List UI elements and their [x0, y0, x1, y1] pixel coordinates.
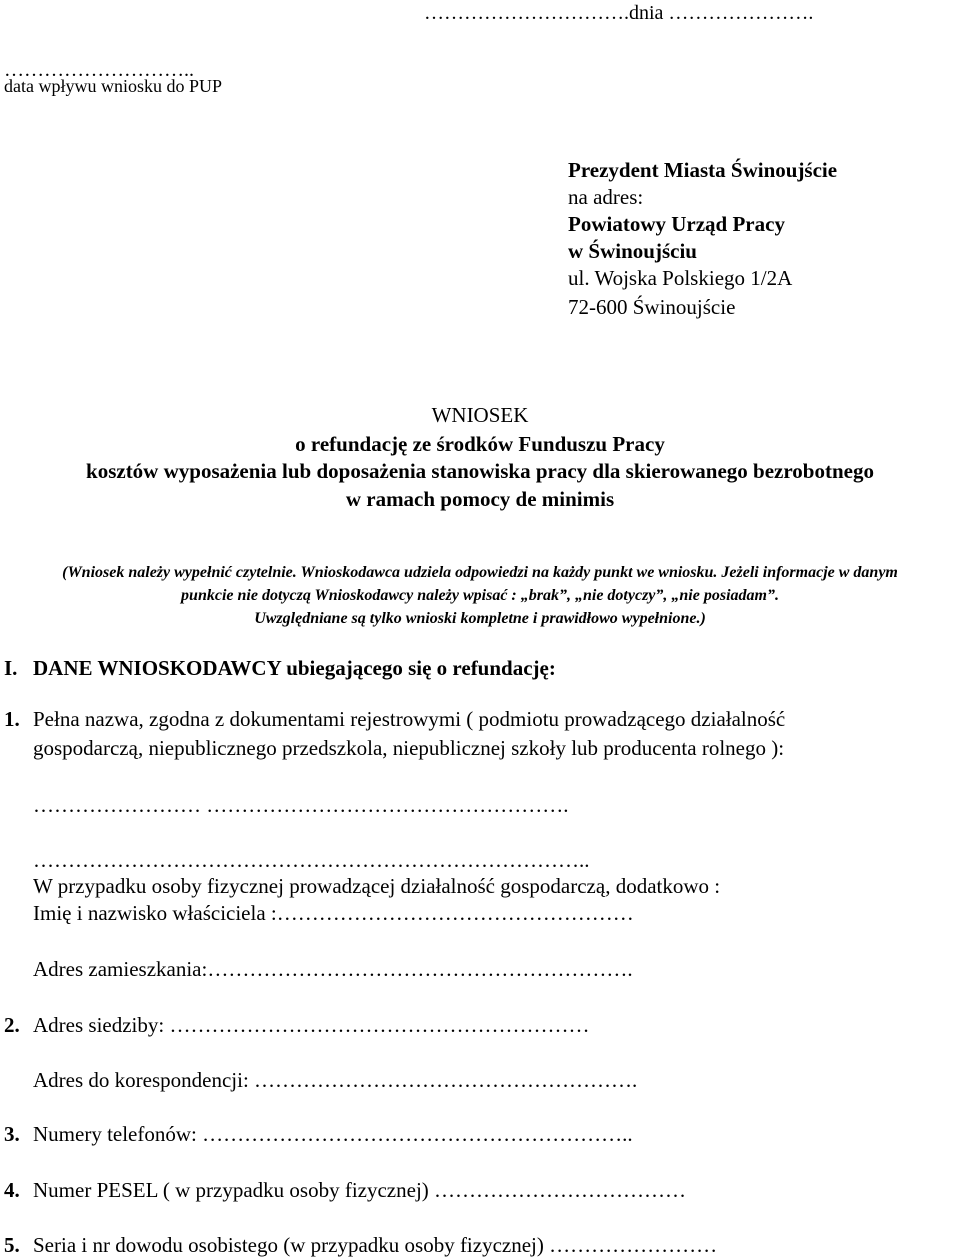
- title-line-2: o refundację ze środków Funduszu Pracy: [295, 432, 665, 456]
- addressee-line-1: Prezydent Miasta Świnoujście: [568, 158, 838, 182]
- item-3-number: 3.: [4, 1122, 20, 1146]
- seat-address-field[interactable]: Adres siedziby: ……………………………………………………: [33, 1013, 590, 1037]
- addressee-line-4: w Świnoujściu: [568, 239, 697, 263]
- addressee-line-2: na adres:: [568, 185, 644, 209]
- notice-line-2: punkcie nie dotyczą Wnioskodawcy należy wpisać : „brak”, „nie dotyczy”, „nie posiadam”.: [181, 587, 779, 604]
- pesel-field[interactable]: Numer PESEL ( w przypadku osoby fizycznej) ………………………………: [33, 1178, 687, 1202]
- document-title: WNIOSEK: [431, 403, 529, 427]
- date-line: ………………………….dnia ………………….: [424, 2, 814, 24]
- notice-line-3: Uwzględniane są tylko wnioski kompletne i prawidłowo wypełnione.): [254, 610, 706, 627]
- item-5-number: 5.: [4, 1233, 20, 1257]
- title-line-3: kosztów wyposażenia lub doposażenia stanowiska pracy dla skierowanego bezrobotnego: [86, 459, 874, 483]
- addressee-line-6: 72-600 Świnoujście: [568, 295, 736, 319]
- correspondence-address-field[interactable]: Adres do korespondencji: ……………………………………………….: [33, 1068, 638, 1092]
- receipt-date-label: data wpływu wniosku do PUP: [4, 76, 223, 96]
- title-line-4: w ramach pomocy de minimis: [345, 487, 615, 511]
- item-1-number: 1.: [4, 707, 20, 731]
- section-heading: DANE WNIOSKODAWCY ubiegającego się o refundację:: [33, 656, 556, 680]
- notice-line-1: (Wniosek należy wypełnić czytelnie. Wnioskodawca udziela odpowiedzi na każdy punkt we wniosku. Jeżeli informacje w danym: [62, 564, 898, 581]
- section-number: I.: [4, 656, 18, 680]
- item-2-number: 2.: [4, 1013, 20, 1037]
- owner-name-field[interactable]: Imię i nazwisko właściciela :……………………………………………: [33, 901, 634, 925]
- addressee-line-3: Powiatowy Urząd Pracy: [568, 212, 785, 236]
- id-card-field[interactable]: Seria i nr dowodu osobistego (w przypadku osoby fizycznej) ……………………: [33, 1233, 718, 1257]
- receipt-date-dots: ………………………..: [4, 59, 194, 81]
- individual-note: W przypadku osoby fizycznej prowadzącej działalność gospodarczą, dodatkowo :: [33, 874, 721, 898]
- home-address-field[interactable]: Adres zamieszkania:…………………………………………………….: [33, 957, 633, 981]
- item-1-label-line-2: gospodarczą, niepublicznego przedszkola, niepublicznej szkoły lub producenta rolnego ):: [33, 736, 785, 760]
- item-1-fill-line-2[interactable]: ……………………………………………………………………..: [33, 848, 590, 872]
- phone-numbers-field[interactable]: Numery telefonów: ……………………………………………………..: [33, 1122, 633, 1146]
- item-4-number: 4.: [4, 1178, 20, 1202]
- item-1-fill-line-1[interactable]: …………………… …………………………………………….: [33, 793, 569, 817]
- addressee-line-5: ul. Wojska Polskiego 1/2A: [568, 266, 793, 290]
- item-1-label-line-1: Pełna nazwa, zgodna z dokumentami rejestrowymi ( podmiotu prowadzącego działalność: [33, 707, 786, 731]
